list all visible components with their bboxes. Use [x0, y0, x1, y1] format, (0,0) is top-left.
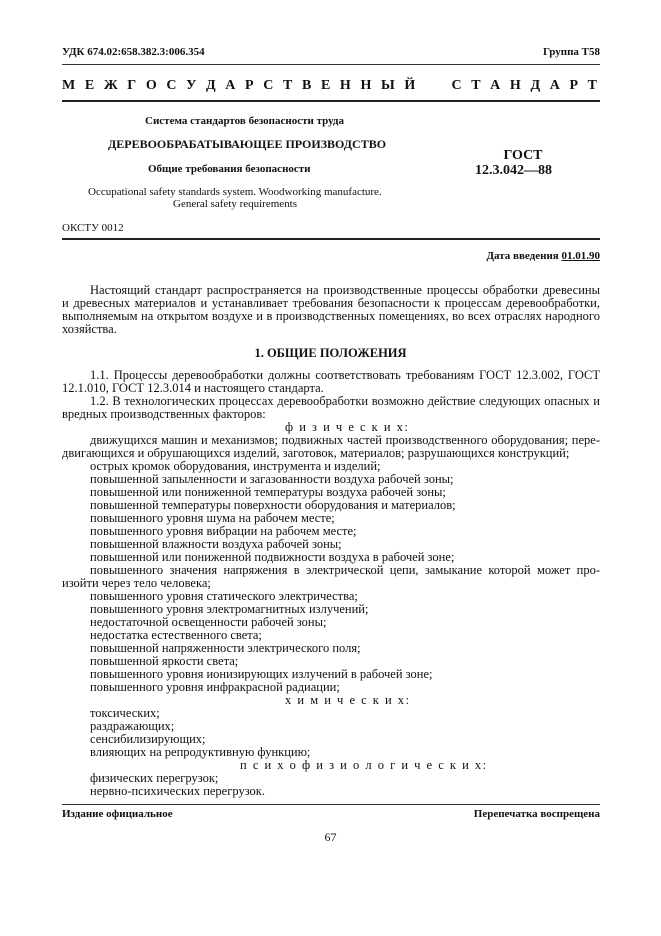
chemical-item: влияющих на репродуктивную функцию;	[90, 745, 311, 759]
physical-item: повышенного уровня вибрации на рабочем месте;	[90, 524, 357, 538]
official-edition: Издание официальное	[62, 808, 173, 820]
udk-code: УДК 674.02:658.382.3:006.354	[62, 46, 205, 58]
footer-divider	[62, 804, 600, 805]
physical-item: повышенной температуры поверхности оборудования и материалов;	[90, 498, 456, 512]
physical-item: повышенной или пониженной температуры воздуха рабочей зоны;	[90, 485, 446, 499]
intro-line: выполняемым на открытом воздухе и в производственных помещениях, во всех отраслях народного	[62, 309, 600, 323]
physical-item: изойти через тело человека;	[62, 576, 211, 590]
english-title-line2: General safety requirements	[173, 198, 297, 210]
physical-item: повышенной напряженности электрического поля;	[90, 641, 361, 655]
header-divider	[62, 64, 600, 65]
physical-item: острых кромок оборудования, инструмента и изделий;	[90, 459, 381, 473]
physical-item: недостатка естественного света;	[90, 628, 262, 642]
date-of-introduction	[486, 250, 600, 262]
gost-label: ГОСТ	[503, 148, 543, 163]
intro-line: хозяйства.	[62, 322, 117, 336]
p12-line: 1.2. В технологических процессах деревообработки возможно действие следующих опасных и	[90, 394, 600, 408]
chemical-item: токсических;	[90, 706, 160, 720]
standard-banner: М Е Ж Г О С У Д А Р С Т В Е Н Н Ы Й С Т А Н Д А Р Т	[62, 78, 600, 93]
physical-item: повышенной или пониженной подвижности воздуха в рабочей зоне;	[90, 550, 455, 564]
psycho-heading: п с и х о ф и з и о л о г и ч е с к и х:	[240, 758, 488, 772]
chemical-item: раздражающих;	[90, 719, 175, 733]
physical-item: двигающихся и обрушающихся изделий, заготовок, материалов; разрушающихся конструкций;	[62, 446, 570, 460]
physical-heading: ф и з и ч е с к и х:	[285, 420, 410, 434]
date-value: 01.01.90	[561, 250, 600, 262]
physical-item: повышенного значения напряжения в электрической цепи, замыкание которой может про-	[90, 563, 600, 577]
physical-item: повышенной влажности воздуха рабочей зоны;	[90, 537, 342, 551]
physical-item: повышенного уровня электромагнитных излучений;	[90, 602, 369, 616]
physical-item: повышенного уровня шума на рабочем месте;	[90, 511, 335, 525]
title-divider	[62, 238, 600, 240]
p11-line: 1.1. Процессы деревообработки должны соответствовать требованиям ГОСТ 12.3.002, ГОСТ	[90, 368, 600, 382]
physical-item: повышенного уровня статического электричества;	[90, 589, 358, 603]
gost-number: 12.3.042—88	[475, 163, 552, 178]
p12-line: вредных производственных факторов:	[62, 407, 266, 421]
physical-item: повышенного уровня инфракрасной радиации;	[90, 680, 340, 694]
date-label: Дата введения	[486, 250, 559, 262]
page-number: 67	[324, 830, 337, 844]
physical-item: повышенного уровня ионизирующих излучений в рабочей зоне;	[90, 667, 433, 681]
psycho-item: физических перегрузок;	[90, 771, 219, 785]
main-title: ДЕРЕВООБРАБАТЫВАЮЩЕЕ ПРОИЗВОДСТВО	[108, 137, 387, 151]
physical-item: движущихся машин и механизмов; подвижных частей производственного оборудования; пере-	[90, 433, 600, 447]
intro-line: Настоящий стандарт распространяется на производственные процессы обработки древесины	[90, 283, 600, 297]
intro-line: и древесных материалов и устанавливает требования безопасности к процессам деревообработки,	[62, 296, 600, 310]
chemical-item: сенсибилизирующих;	[90, 732, 206, 746]
group-code: Группа Т58	[542, 46, 600, 58]
physical-item: повышенной запыленности и загазованности воздуха рабочей зоны;	[90, 472, 454, 486]
section-title: 1. ОБЩИЕ ПОЛОЖЕНИЯ	[254, 346, 407, 360]
system-title: Система стандартов безопасности труда	[145, 115, 344, 127]
english-title-line1: Occupational safety standards system. Woodworking manufacture.	[88, 186, 382, 198]
physical-item: недостаточной освещенности рабочей зоны;	[90, 615, 327, 629]
subtitle: Общие требования безопасности	[148, 163, 311, 175]
banner-divider	[62, 100, 600, 102]
okstu-code: ОКСТУ 0012	[62, 222, 124, 234]
p11-line: 12.1.010, ГОСТ 12.3.014 и настоящего стандарта.	[62, 381, 324, 395]
physical-item: повышенной яркости света;	[90, 654, 239, 668]
psycho-item: нервно-психических перегрузок.	[90, 784, 265, 798]
reprint-notice: Перепечатка воспрещена	[473, 808, 600, 820]
chemical-heading: х и м и ч е с к и х:	[285, 693, 411, 707]
